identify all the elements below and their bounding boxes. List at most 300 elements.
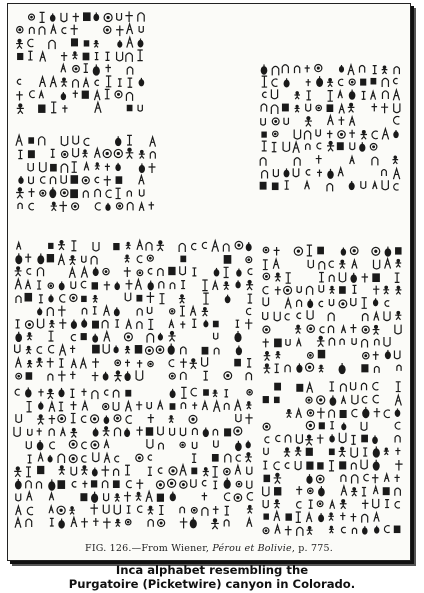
- glyph-mark: [14, 467, 21, 477]
- glyph-mark: [382, 180, 388, 190]
- glyph-mark: [81, 389, 86, 396]
- glyph-mark: [339, 447, 346, 457]
- glyph-mark: [147, 307, 151, 314]
- glyph-mark: [373, 274, 379, 281]
- glyph-mark: [114, 505, 120, 514]
- glyph-mark: [295, 447, 301, 456]
- glyph-mark: [349, 90, 354, 100]
- glyph-mark: [305, 435, 313, 445]
- glyph-mark: [296, 512, 301, 522]
- glyph-mark: [170, 283, 175, 289]
- glyph-mark: [149, 202, 155, 210]
- glyph-mark: [17, 104, 24, 114]
- glyph-mark: [395, 286, 401, 294]
- glyph-mark: [395, 488, 401, 496]
- glyph-mark: [170, 389, 175, 398]
- glyph-mark: [362, 298, 367, 309]
- glyph-mark: [297, 502, 302, 508]
- glyph-mark: [159, 282, 164, 289]
- glyph-mark: [362, 365, 368, 372]
- glyph-mark: [101, 466, 109, 477]
- glyph-mark: [84, 138, 89, 145]
- glyph-mark: [136, 401, 142, 410]
- glyph-mark: [350, 142, 355, 149]
- glyph-mark: [51, 149, 55, 157]
- glyph-mark: [126, 390, 131, 396]
- glyph-mark: [351, 463, 356, 470]
- glyph-mark: [225, 429, 231, 436]
- glyph-mark: [49, 243, 53, 248]
- glyph-mark: [82, 401, 87, 410]
- glyph-mark: [157, 241, 164, 251]
- glyph-mark: [16, 320, 20, 328]
- glyph-mark: [49, 415, 55, 424]
- glyph-mark: [70, 371, 75, 379]
- glyph-mark: [60, 295, 66, 302]
- glyph-mark: [16, 414, 22, 422]
- glyph-mark: [263, 297, 269, 305]
- glyph-mark: [104, 441, 109, 449]
- glyph-mark: [38, 253, 44, 263]
- glyph-mark: [340, 339, 344, 345]
- glyph-mark: [264, 514, 268, 519]
- glyph-mark: [247, 467, 252, 475]
- glyph-mark: [137, 240, 143, 249]
- glyph-mark: [59, 402, 63, 411]
- glyph-mark: [306, 363, 314, 371]
- glyph-mark: [82, 481, 87, 488]
- glyph-mark: [61, 65, 66, 73]
- glyph-mark: [51, 165, 56, 171]
- glyph-mark: [104, 176, 111, 186]
- glyph-mark: [61, 136, 67, 146]
- glyph-mark: [50, 77, 56, 87]
- glyph-mark: [224, 372, 232, 380]
- glyph-mark: [263, 260, 268, 270]
- glyph-mark: [338, 168, 343, 176]
- glyph-mark: [49, 506, 53, 513]
- glyph-mark: [235, 331, 241, 342]
- glyph-mark: [212, 467, 217, 478]
- glyph-mark: [81, 334, 86, 340]
- glyph-mark: [49, 479, 55, 490]
- glyph-mark: [191, 479, 196, 487]
- glyph-mark: [73, 13, 79, 22]
- glyph-mark: [114, 428, 120, 436]
- glyph-mark: [351, 436, 355, 445]
- glyph-mark: [18, 150, 22, 158]
- glyph-mark: [146, 347, 154, 355]
- glyph-mark: [18, 54, 23, 60]
- glyph-mark: [384, 526, 389, 533]
- glyph-mark: [138, 105, 142, 111]
- glyph-mark: [305, 181, 310, 189]
- glyph-mark: [170, 428, 175, 435]
- glyph-mark: [308, 488, 314, 494]
- glyph-mark: [17, 242, 21, 249]
- glyph-mark: [214, 440, 219, 447]
- glyph-mark: [308, 299, 313, 308]
- glyph-mark: [114, 469, 119, 476]
- glyph-mark: [329, 275, 334, 282]
- glyph-mark: [225, 506, 229, 515]
- glyph-mark: [49, 40, 55, 49]
- glyph-mark: [236, 441, 242, 451]
- glyph-mark: [25, 281, 30, 289]
- glyph-mark: [26, 481, 32, 489]
- glyph-mark: [236, 414, 241, 422]
- glyph-mark: [352, 395, 358, 404]
- glyph-mark: [351, 382, 356, 390]
- glyph-mark: [247, 493, 253, 501]
- glyph-mark: [26, 387, 31, 396]
- glyph-mark: [39, 77, 45, 87]
- glyph-mark: [273, 259, 279, 268]
- glyph-mark: [285, 365, 290, 372]
- glyph-mark: [106, 76, 111, 87]
- glyph-mark: [40, 12, 45, 22]
- glyph-mark: [373, 395, 379, 403]
- glyph-mark: [340, 513, 345, 521]
- glyph-mark: [125, 402, 131, 412]
- glyph-mark: [237, 269, 241, 277]
- glyph-mark: [381, 103, 388, 113]
- glyph-mark: [202, 357, 208, 366]
- glyph-mark: [51, 25, 56, 34]
- glyph-mark: [82, 442, 87, 449]
- glyph-mark: [36, 358, 43, 367]
- glyph-mark: [295, 325, 301, 333]
- glyph-mark: [341, 248, 345, 256]
- glyph-mark: [93, 428, 98, 436]
- glyph-mark: [317, 336, 325, 346]
- glyph-mark: [118, 79, 122, 86]
- glyph-mark: [146, 428, 152, 435]
- glyph-mark: [71, 281, 76, 288]
- glyph-mark: [16, 494, 21, 501]
- glyph-mark: [247, 359, 251, 367]
- glyph-mark: [137, 360, 142, 368]
- glyph-mark: [27, 360, 32, 367]
- glyph-mark: [395, 460, 402, 470]
- glyph-mark: [27, 402, 32, 412]
- glyph-mark: [30, 91, 35, 98]
- glyph-mark: [38, 389, 43, 397]
- glyph-mark: [297, 300, 302, 307]
- glyph-mark: [181, 403, 185, 409]
- glyph-mark: [294, 129, 300, 139]
- glyph-mark: [382, 91, 388, 99]
- glyph-mark: [224, 468, 230, 474]
- glyph-mark: [181, 387, 186, 398]
- glyph-mark: [69, 507, 75, 515]
- glyph-mark: [341, 326, 345, 333]
- glyph-mark: [25, 293, 31, 300]
- glyph-mark: [126, 416, 132, 424]
- glyph-mark: [385, 259, 391, 269]
- glyph-mark: [105, 164, 110, 171]
- glyph-mark: [293, 168, 299, 176]
- glyph-mark: [48, 283, 53, 288]
- glyph-mark: [224, 520, 229, 527]
- glyph-mark: [248, 269, 252, 275]
- glyph-mark: [374, 298, 378, 305]
- glyph-mark: [114, 371, 122, 381]
- glyph-mark: [93, 518, 99, 526]
- glyph-mark: [61, 175, 66, 183]
- glyph-mark: [180, 358, 187, 368]
- glyph-mark: [47, 358, 54, 368]
- glyph-mark: [104, 306, 110, 316]
- glyph-mark: [115, 320, 119, 327]
- glyph-mark: [72, 162, 77, 172]
- glyph-mark: [15, 479, 21, 489]
- glyph-mark: [114, 415, 121, 422]
- glyph-mark: [37, 440, 42, 450]
- glyph-mark: [262, 141, 267, 151]
- glyph-mark: [285, 463, 289, 468]
- glyph-mark: [329, 299, 333, 306]
- glyph-mark: [71, 176, 77, 183]
- glyph-mark: [72, 482, 76, 487]
- glyph-mark: [264, 352, 271, 361]
- glyph-mark: [83, 53, 89, 59]
- glyph-mark: [192, 442, 196, 449]
- glyph-mark: [306, 170, 310, 175]
- glyph-mark: [260, 182, 266, 189]
- glyph-mark: [383, 286, 389, 294]
- glyph-mark: [125, 360, 130, 367]
- glyph-mark: [59, 466, 65, 475]
- glyph-mark: [26, 441, 31, 449]
- glyph-mark: [350, 156, 355, 164]
- glyph-mark: [147, 334, 154, 343]
- glyph-mark: [139, 26, 143, 32]
- glyph-mark: [105, 390, 109, 395]
- glyph-mark: [139, 203, 144, 211]
- glyph-mark: [72, 39, 78, 46]
- glyph-mark: [385, 301, 389, 307]
- glyph-mark: [105, 89, 110, 98]
- glyph-mark: [316, 129, 320, 136]
- glyph-mark: [330, 382, 334, 391]
- glyph-mark: [350, 247, 358, 255]
- glyph-mark: [328, 326, 333, 333]
- glyph-mark: [306, 144, 310, 150]
- glyph-mark: [113, 390, 118, 398]
- glyph-mark: [50, 187, 56, 197]
- glyph-mark: [158, 427, 164, 435]
- glyph-mark: [137, 309, 142, 316]
- glyph-mark: [272, 142, 277, 151]
- glyph-mark: [102, 481, 107, 488]
- glyph-mark: [317, 76, 323, 86]
- glyph-mark: [361, 181, 366, 188]
- glyph-mark: [116, 203, 122, 209]
- glyph-mark: [272, 66, 279, 75]
- glyph-mark: [319, 423, 324, 429]
- glyph-mark: [92, 468, 97, 476]
- glyph-mark: [102, 320, 108, 328]
- glyph-mark: [348, 103, 355, 112]
- glyph-mark: [224, 478, 230, 489]
- glyph-mark: [275, 488, 281, 495]
- glyph-mark: [29, 151, 35, 158]
- glyph-mark: [327, 105, 333, 111]
- glyph-mark: [341, 527, 345, 533]
- glyph-mark: [275, 364, 279, 372]
- glyph-mark: [81, 518, 88, 528]
- glyph-mark: [306, 104, 311, 111]
- glyph-mark: [84, 41, 88, 46]
- glyph-mark: [362, 339, 368, 347]
- glyph-mark: [62, 151, 68, 157]
- glyph-mark: [307, 527, 313, 535]
- glyph-mark: [263, 247, 269, 253]
- glyph-mark: [127, 24, 133, 34]
- glyph-mark: [169, 373, 175, 379]
- glyph-mark: [330, 434, 334, 442]
- glyph-mark: [372, 131, 378, 139]
- glyph-mark: [275, 273, 281, 281]
- glyph-mark: [81, 267, 87, 277]
- glyph-mark: [340, 500, 347, 509]
- glyph-mark: [148, 414, 154, 423]
- glyph-mark: [297, 363, 302, 372]
- glyph-mark: [351, 513, 357, 521]
- glyph-mark: [352, 338, 356, 344]
- glyph-mark: [106, 190, 112, 197]
- glyph-mark: [58, 371, 66, 382]
- glyph-mark: [213, 455, 219, 461]
- glyph-mark: [272, 118, 279, 125]
- glyph-mark: [284, 286, 292, 294]
- glyph-mark: [382, 170, 387, 176]
- glyph-mark: [284, 78, 289, 87]
- glyph-mark: [139, 163, 144, 172]
- glyph-mark: [248, 294, 252, 303]
- glyph-mark: [139, 176, 144, 185]
- glyph-mark: [286, 339, 290, 345]
- glyph-mark: [51, 202, 57, 211]
- glyph-mark: [91, 441, 99, 449]
- glyph-mark: [373, 499, 379, 508]
- glyph-mark: [126, 481, 131, 488]
- glyph-mark: [275, 383, 281, 390]
- glyph-mark: [276, 435, 281, 441]
- glyph-mark: [80, 359, 86, 369]
- glyph-mark: [126, 242, 131, 249]
- glyph-mark: [73, 80, 79, 88]
- glyph-mark: [61, 13, 67, 22]
- glyph-mark: [147, 402, 151, 409]
- glyph-mark: [372, 247, 380, 255]
- glyph-mark: [339, 260, 345, 268]
- glyph-mark: [371, 91, 376, 99]
- glyph-mark: [373, 351, 379, 359]
- glyph-mark: [15, 345, 20, 353]
- glyph-mark: [374, 366, 379, 372]
- figure-caption-title: Pérou et Bolivie: [212, 543, 292, 554]
- glyph-mark: [138, 13, 144, 22]
- glyph-mark: [139, 78, 143, 86]
- glyph-mark: [104, 454, 109, 463]
- glyph-mark: [181, 347, 186, 354]
- glyph-mark: [135, 280, 141, 290]
- glyph-mark: [58, 454, 64, 463]
- glyph-mark: [362, 326, 369, 333]
- glyph-mark: [362, 514, 368, 522]
- glyph-mark: [62, 105, 67, 113]
- glyph-mark: [382, 129, 388, 140]
- glyph-mark: [213, 281, 218, 290]
- glyph-mark: [330, 501, 335, 509]
- glyph-mark: [49, 320, 54, 327]
- glyph-mark: [103, 268, 109, 274]
- glyph-mark: [317, 501, 323, 507]
- glyph-mark: [351, 488, 357, 496]
- glyph-mark: [104, 281, 110, 290]
- glyph-mark: [395, 273, 400, 282]
- glyph-mark: [307, 462, 313, 469]
- glyph-mark: [362, 500, 368, 509]
- glyph-mark: [213, 481, 217, 488]
- glyph-mark: [341, 486, 347, 495]
- glyph-mark: [373, 446, 379, 457]
- glyph-mark: [235, 400, 241, 410]
- glyph-mark: [337, 143, 343, 150]
- glyph-mark: [125, 371, 130, 380]
- glyph-mark: [263, 461, 267, 469]
- glyph-mark: [148, 467, 152, 475]
- glyph-mark: [94, 91, 100, 100]
- glyph-mark: [192, 268, 196, 276]
- glyph-mark: [294, 158, 300, 166]
- glyph-mark: [57, 506, 65, 514]
- glyph-mark: [371, 79, 376, 84]
- glyph-mark: [29, 27, 34, 34]
- glyph-mark: [159, 506, 163, 515]
- glyph-mark: [61, 52, 67, 61]
- glyph-mark: [58, 241, 65, 250]
- glyph-mark: [319, 513, 324, 521]
- glyph-mark: [348, 65, 354, 75]
- glyph-mark: [203, 468, 209, 476]
- glyph-mark: [339, 363, 345, 374]
- glyph-mark: [330, 449, 335, 454]
- glyph-mark: [180, 266, 186, 274]
- glyph-mark: [148, 269, 152, 274]
- glyph-mark: [93, 267, 98, 276]
- glyph-mark: [103, 505, 109, 514]
- glyph-mark: [82, 150, 87, 157]
- glyph-mark: [93, 242, 99, 251]
- glyph-mark: [82, 296, 86, 301]
- glyph-mark: [273, 169, 278, 177]
- glyph-mark: [69, 256, 76, 265]
- glyph-mark: [180, 306, 185, 316]
- glyph-mark: [192, 319, 196, 327]
- glyph-mark: [28, 455, 32, 463]
- glyph-mark: [294, 66, 299, 73]
- glyph-mark: [339, 272, 345, 282]
- glyph-mark: [82, 91, 88, 98]
- glyph-mark: [116, 163, 120, 171]
- glyph-mark: [394, 103, 400, 112]
- glyph-mark: [16, 373, 22, 379]
- glyph-mark: [72, 52, 77, 59]
- glyph-mark: [263, 338, 269, 347]
